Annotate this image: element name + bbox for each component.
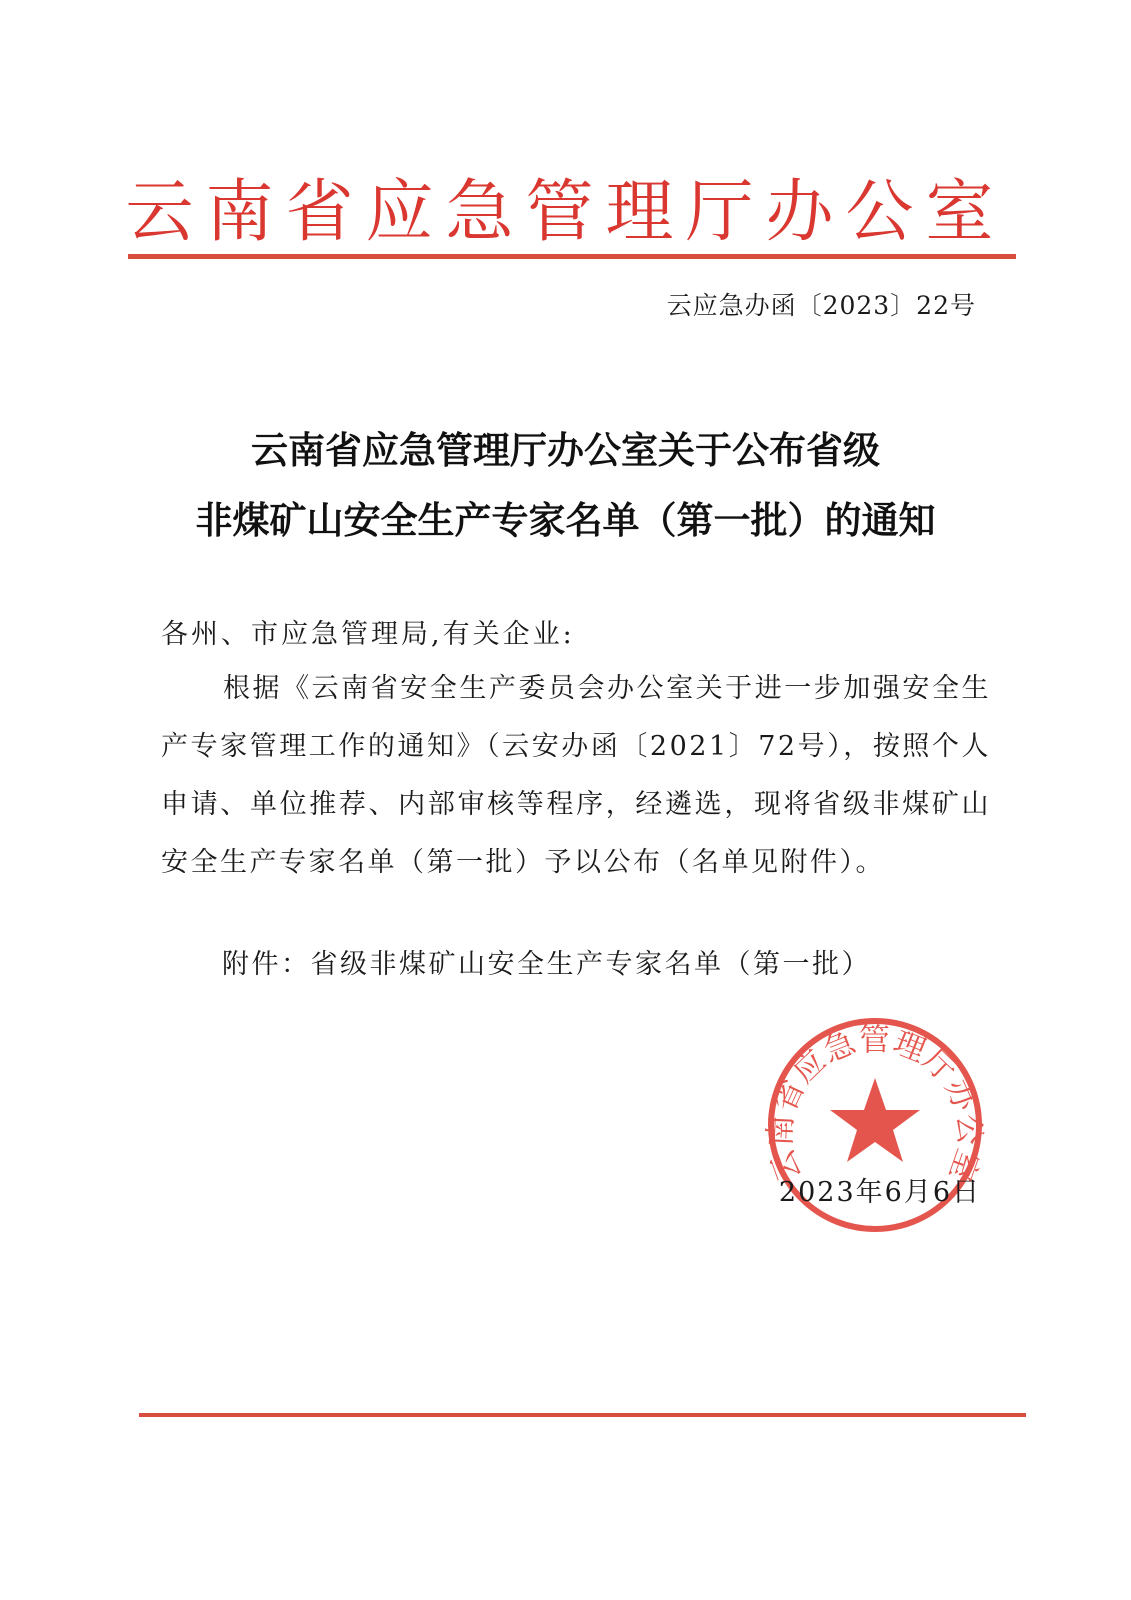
footer-red-rule — [139, 1413, 1026, 1417]
document-title-line-1: 云南省应急管理厅办公室关于公布省级 — [251, 429, 880, 472]
header-red-rule — [128, 254, 1016, 259]
salutation: 各州、市应急管理局,有关企业: — [161, 619, 575, 650]
document-number: 云应急办函〔2023〕22号 — [666, 291, 976, 320]
issuer-header: 云南省应急管理厅办公室 — [125, 173, 1006, 252]
svg-text:云南省应急管理厅办公室: 云南省应急管理厅办公室 — [762, 1022, 988, 1187]
attachment-line: 附件：省级非煤矿山安全生产专家名单（第一批） — [222, 949, 871, 980]
issue-date: 2023年6月6日 — [778, 1177, 981, 1208]
seal-star-icon — [830, 1078, 920, 1162]
body-paragraph: 根据《云南省安全生产委员会办公室关于进一步加强安全生产专家管理工作的通知》（云安办函〔2021〕72号），按照个人申请、单位推荐、内部审核等程序，经遴选，现将省级非煤矿山安全生产专家名单（第一批）予以公布（名单见附件）。 — [161, 673, 991, 878]
document-title-line-2: 非煤矿山安全生产专家名单（第一批）的通知 — [195, 499, 936, 542]
